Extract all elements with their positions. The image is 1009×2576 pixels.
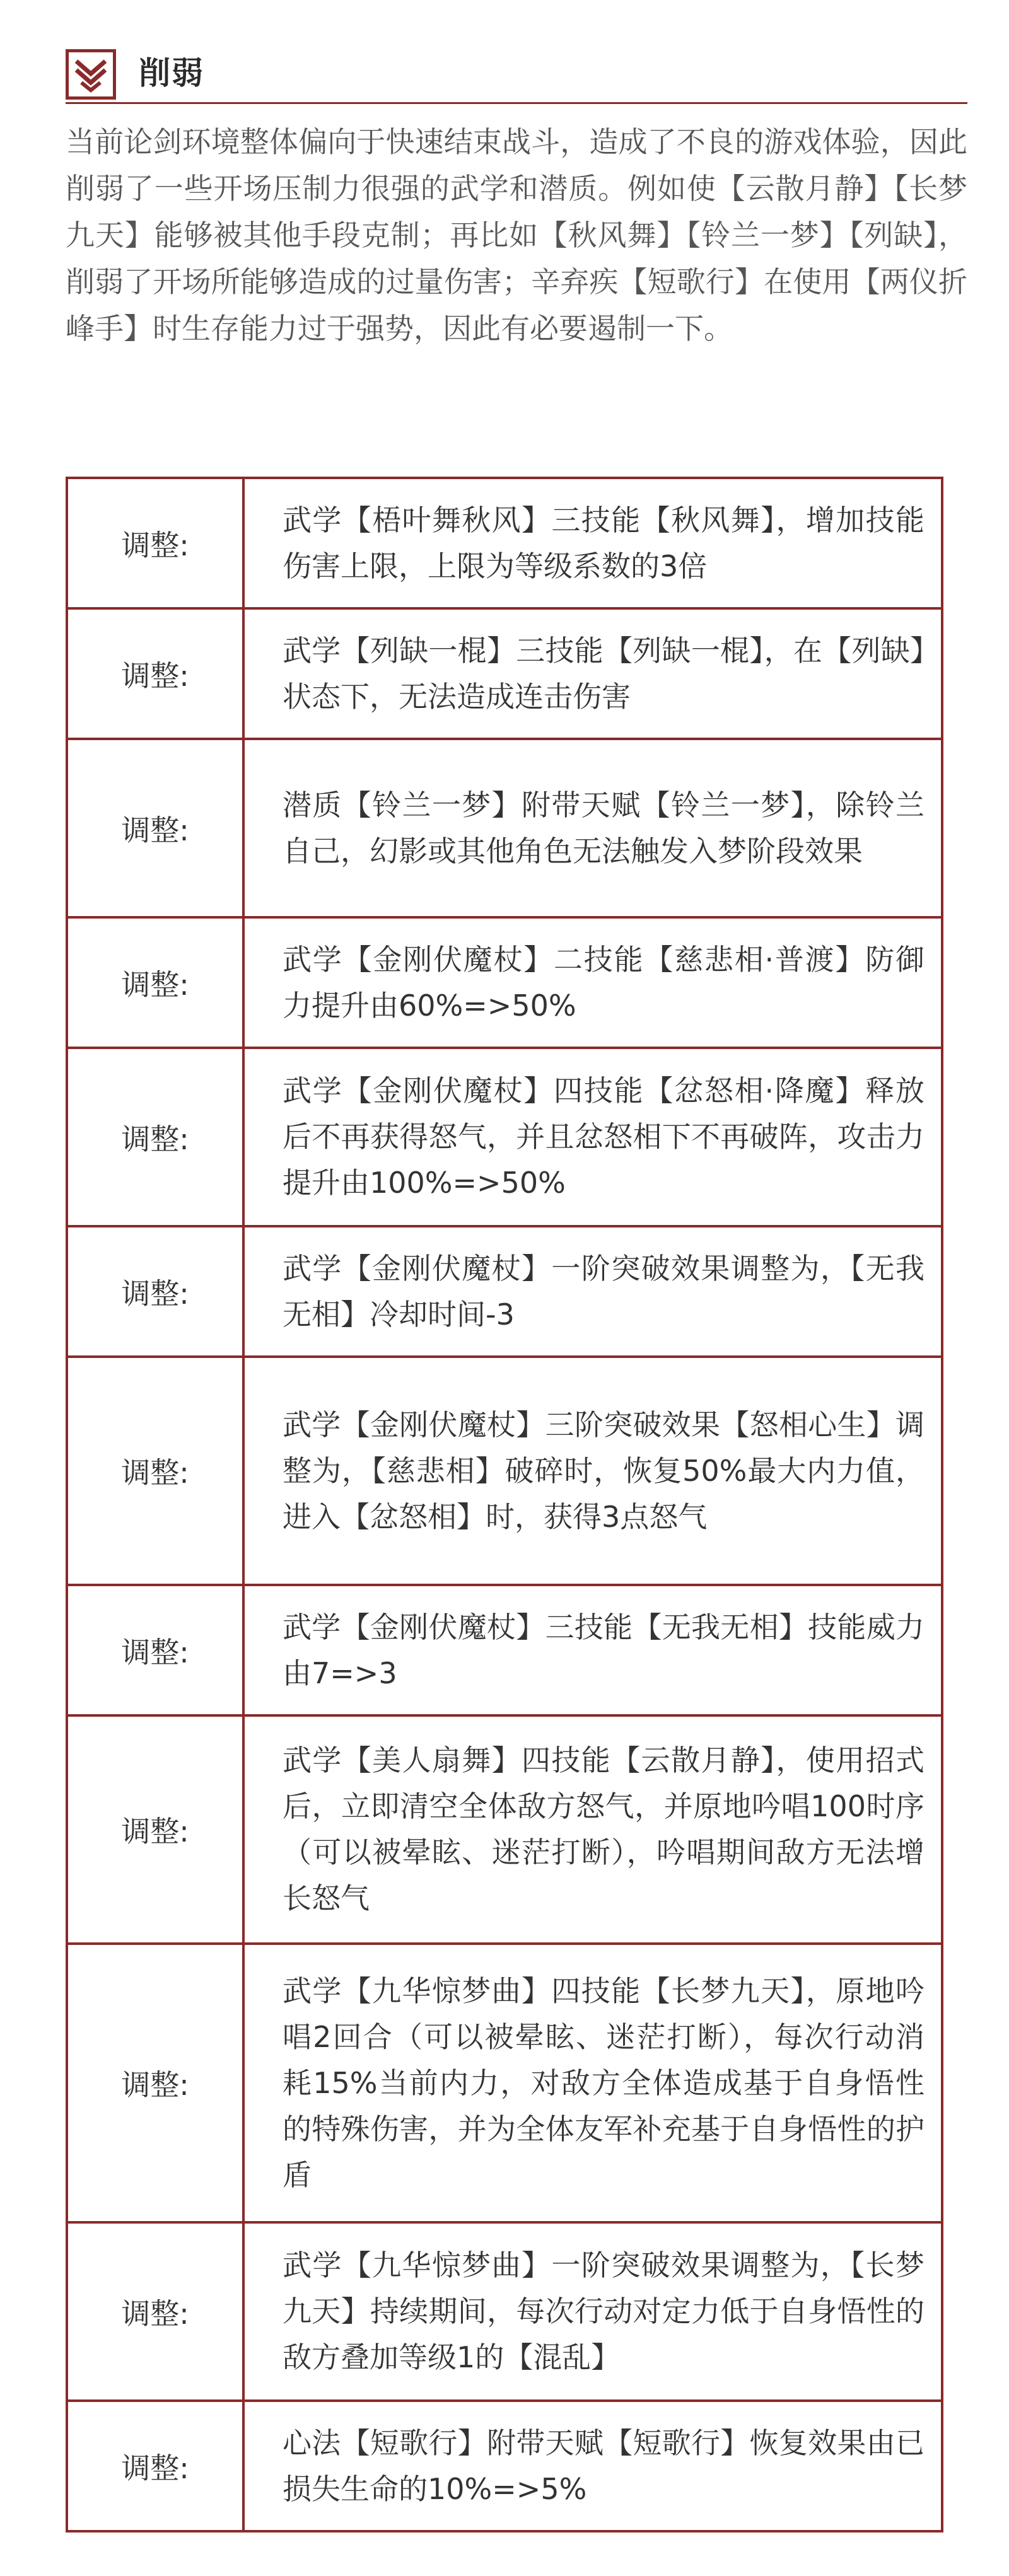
row-label: 调整: [67,608,243,739]
row-label: 调整: [67,1226,243,1357]
row-label: 调整: [67,1048,243,1226]
table-row [67,917,942,1048]
table-row [67,1585,942,1715]
intro-paragraph: 当前论剑环境整体偏向于快速结束战斗，造成了不良的游戏体验，因此削弱了一些开场压制力很强的武学和潜质。例如使【云散月静】【长梦九天】能够被其他手段克制；再比如【秋风舞】【铃兰一梦】【列缺】，削弱了开场所能够造成的过量伤害；辛弃疾【短歌行】在使用【两仪折峰手】时生存能力过于强势，因此有必要遏制一下。 [66,125,967,345]
table-row [67,1715,942,1944]
table-row [67,2401,942,2531]
row-label: 调整: [67,2222,243,2401]
row-label: 调整: [67,1715,243,1944]
table-row [67,1944,942,2222]
row-text: 武学【列缺一棍】三技能【列缺一棍】，在【列缺】状态下，无法造成连击伤害 [243,608,942,739]
row-label: 调整: [67,739,243,917]
table-row [67,608,942,739]
adjustment-table-body [67,478,942,2531]
table-row [67,1226,942,1357]
row-text: 武学【梧叶舞秋风】三技能【秋风舞】，增加技能伤害上限，上限为等级系数的3倍 [243,478,942,608]
row-label: 调整: [67,917,243,1048]
row-text: 武学【九华惊梦曲】四技能【长梦九天】，原地吟唱2回合（可以被晕眩、迷茫打断），每次行动消耗15%当前内力，对敌方全体造成基于自身悟性的特殊伤害，并为全体友军补充基于自身悟性的护盾 [243,1944,942,2222]
adjustment-table [66,477,943,2532]
table-row [67,478,942,608]
section-header [66,49,967,103]
row-text: 心法【短歌行】附带天赋【短歌行】恢复效果由已损失生命的10%=>5% [243,2401,942,2531]
row-text: 武学【金刚伏魔杖】四技能【忿怒相·降魔】释放后不再获得怒气，并且忿怒相下不再破阵，攻击力提升由100%=>50% [243,1048,942,1226]
row-text: 武学【金刚伏魔杖】二技能【慈悲相·普渡】防御力提升由60%=>50% [243,917,942,1048]
row-text: 潜质【铃兰一梦】附带天赋【铃兰一梦】，除铃兰自己，幻影或其他角色无法触发入梦阶段效果 [243,739,942,917]
table-row [67,1048,942,1226]
row-label: 调整: [67,1357,243,1585]
row-text: 武学【九华惊梦曲】一阶突破效果调整为，【长梦九天】持续期间，每次行动对定力低于自身悟性的敌方叠加等级1的【混乱】 [243,2222,942,2401]
row-text: 武学【金刚伏魔杖】一阶突破效果调整为，【无我无相】冷却时间-3 [243,1226,942,1357]
table-row [67,739,942,917]
header-divider [66,102,967,104]
row-label: 调整: [67,2401,243,2531]
table-row [67,1357,942,1585]
row-text: 武学【金刚伏魔杖】三阶突破效果【怒相心生】调整为，【慈悲相】破碎时，恢复50%最大内力值，进入【忿怒相】时，获得3点怒气 [243,1357,942,1585]
table-row [67,2222,942,2401]
row-label: 调整: [67,1944,243,2222]
chevron-down-double-icon [66,49,116,100]
row-text: 武学【金刚伏魔杖】三技能【无我无相】技能威力由7=>3 [243,1585,942,1715]
row-label: 调整: [67,478,243,608]
row-text: 武学【美人扇舞】四技能【云散月静】，使用招式后，立即清空全体敌方怒气，并原地吟唱100时序（可以被晕眩、迷茫打断），吟唱期间敌方无法增长怒气 [243,1715,942,1944]
row-label: 调整: [67,1585,243,1715]
section-title: 削弱 [139,55,204,91]
